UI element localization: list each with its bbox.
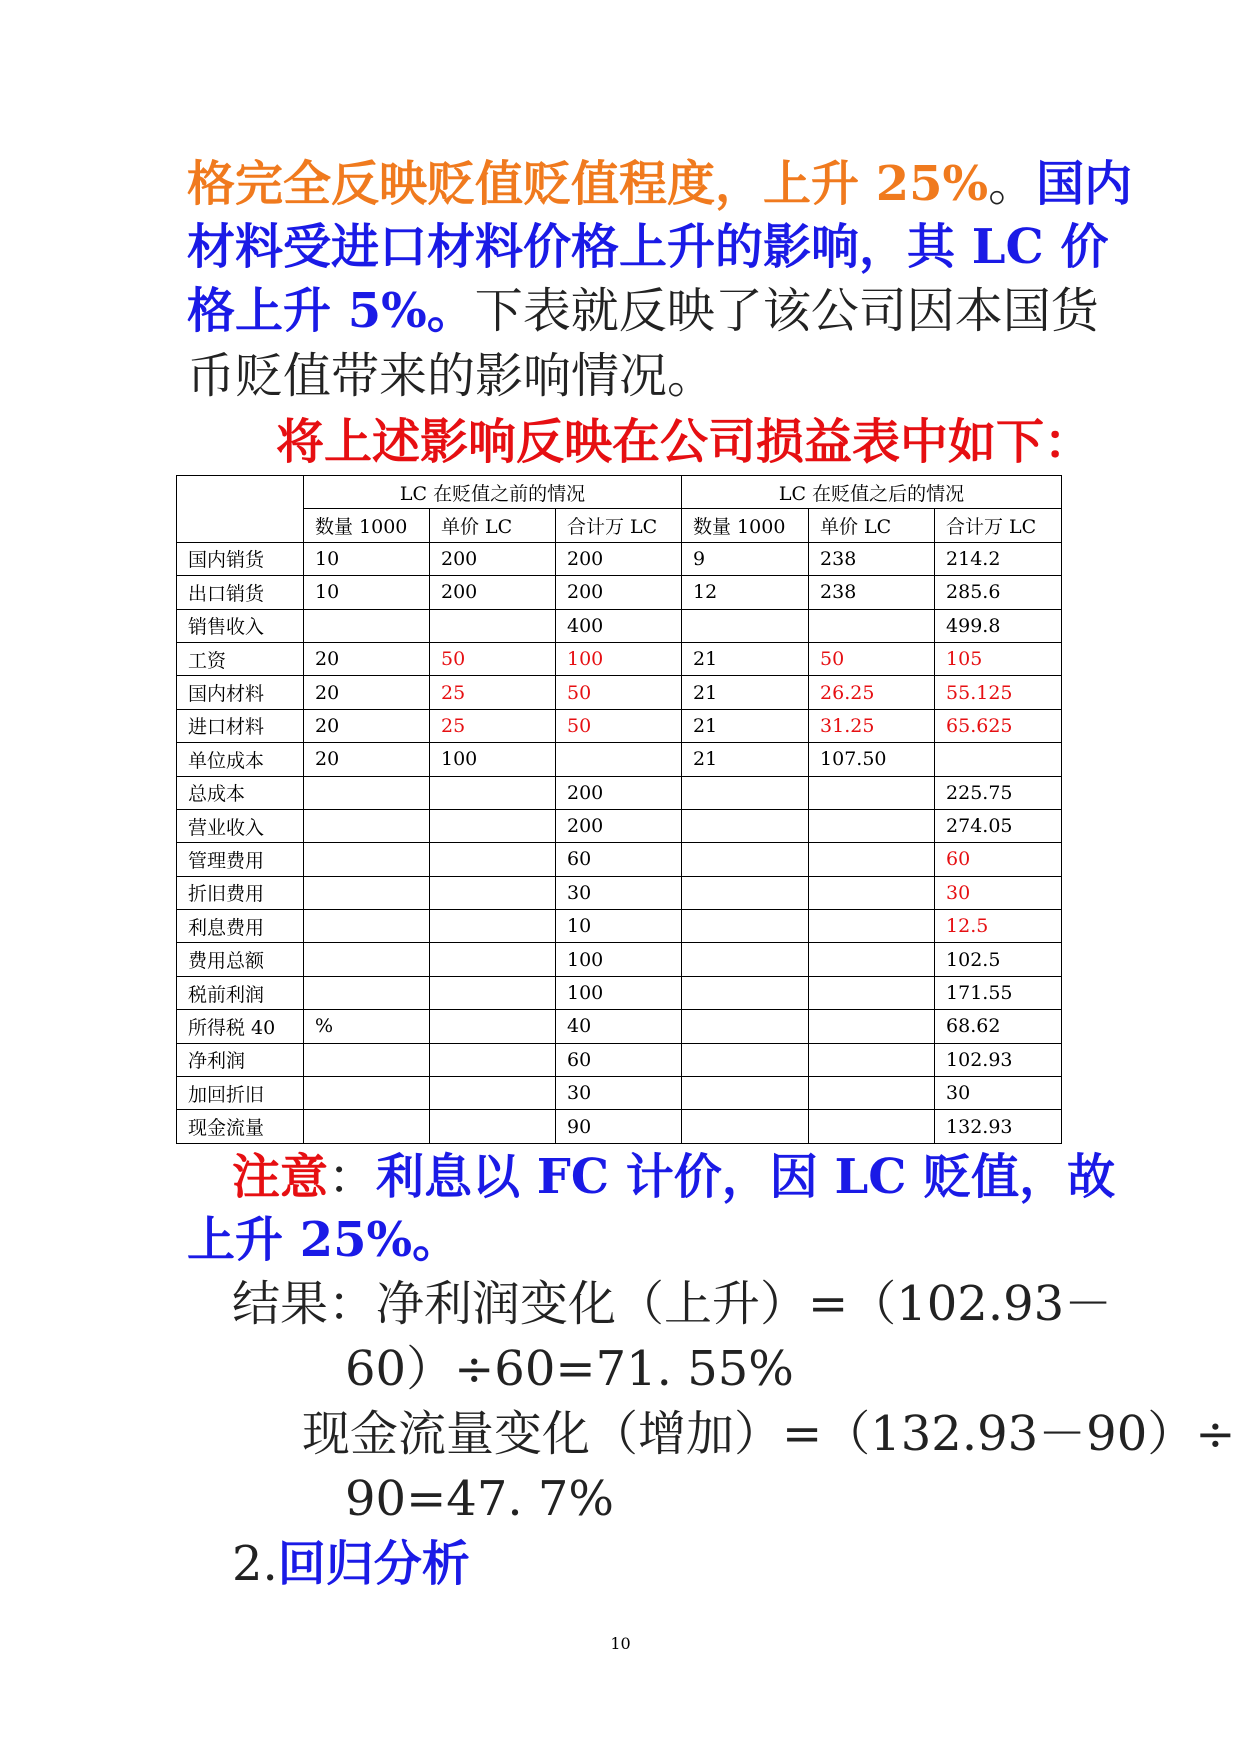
table-cell: 90 (556, 1110, 682, 1143)
table-cell (304, 1077, 430, 1110)
table-cell: 50 (430, 642, 556, 675)
note-line-2: 上升 25%。 (187, 1212, 461, 1268)
table-cell (556, 743, 682, 776)
result-net-profit: 结果：净利润变化（上升）=（102.93－ (232, 1276, 1113, 1332)
intro-line-1: 格完全反映贬值贬值程度，上升 25%。国内 (187, 156, 1133, 212)
table-cell (430, 809, 556, 842)
table-row (177, 876, 1062, 909)
table-cell: 102.93 (935, 1043, 1062, 1076)
table-cell (430, 1077, 556, 1110)
table-cell: 200 (556, 776, 682, 809)
table-cell (304, 809, 430, 842)
table-cell: 10 (304, 542, 430, 575)
table-cell (809, 1010, 935, 1043)
table-row (177, 1010, 1062, 1043)
row-label-cell: 税前利润 (177, 976, 304, 1009)
row-label-cell: 利息费用 (177, 910, 304, 943)
row-label-cell: 加回折旧 (177, 1077, 304, 1110)
table-cell: 200 (556, 542, 682, 575)
row-label-cell: 净利润 (177, 1043, 304, 1076)
table-cell: 400 (556, 609, 682, 642)
table-cell (682, 910, 809, 943)
result-cash-flow: 现金流量变化（增加）=（132.93－90）÷ (302, 1406, 1236, 1462)
table-row (177, 809, 1062, 842)
table-cell (682, 1010, 809, 1043)
table-cell: 20 (304, 676, 430, 709)
table-cell: 102.5 (935, 943, 1062, 976)
table-cell: 25 (430, 676, 556, 709)
table-cell: 25 (430, 709, 556, 742)
table-cell: 68.62 (935, 1010, 1062, 1043)
table-cell: 100 (430, 743, 556, 776)
section-heading (232, 1536, 470, 1592)
table-cell: 12 (682, 576, 809, 609)
table-cell: 100 (556, 642, 682, 675)
row-label-cell: 总成本 (177, 776, 304, 809)
table-row (177, 576, 1062, 609)
table-cell: 20 (304, 642, 430, 675)
table-cell: 200 (430, 576, 556, 609)
column-header: 数量 1000 (304, 509, 430, 542)
table-cell: 65.625 (935, 709, 1062, 742)
table-row (177, 743, 1062, 776)
intro-line-3: 格上升 5%。下表就反映了该公司因本国货 (187, 283, 1099, 339)
table-cell: 238 (809, 576, 935, 609)
group-header-before: LC 在贬值之前的情况 (304, 476, 682, 509)
table-row (177, 943, 1062, 976)
table-cell (682, 1077, 809, 1110)
table-subheader-row (177, 509, 1062, 542)
table-cell: 10 (304, 576, 430, 609)
table-cell (682, 976, 809, 1009)
table-row (177, 542, 1062, 575)
table-cell (682, 943, 809, 976)
table-cell (304, 876, 430, 909)
intro-line-4: 币贬值带来的影响情况。 (187, 348, 716, 404)
table-cell: 10 (556, 910, 682, 943)
table-row (177, 642, 1062, 675)
row-label-cell: 工资 (177, 642, 304, 675)
table-cell: 200 (556, 576, 682, 609)
table-cell: 105 (935, 642, 1062, 675)
table-row (177, 910, 1062, 943)
note-label: 注意 (232, 1149, 329, 1205)
table-cell (304, 910, 430, 943)
column-header: 单价 LC (430, 509, 556, 542)
table-cell (304, 843, 430, 876)
table-cell: 60 (556, 1043, 682, 1076)
table-cell: 107.50 (809, 743, 935, 776)
table-cell: 21 (682, 709, 809, 742)
table-cell: 285.6 (935, 576, 1062, 609)
group-header-after: LC 在贬值之后的情况 (682, 476, 1062, 509)
table-cell: 50 (809, 642, 935, 675)
intro-line-2: 材料受进口材料价格上升的影响，其 LC 价 (187, 219, 1109, 275)
table-cell: 20 (304, 709, 430, 742)
table-cell (809, 1043, 935, 1076)
row-label-cell: 费用总额 (177, 943, 304, 976)
table-cell (682, 776, 809, 809)
table-row (177, 1110, 1062, 1143)
table-body (177, 542, 1062, 1143)
table-cell: 171.55 (935, 976, 1062, 1009)
row-label-cell: 销售收入 (177, 609, 304, 642)
table-cell: 132.93 (935, 1110, 1062, 1143)
row-label-cell: 营业收入 (177, 809, 304, 842)
table-cell (809, 809, 935, 842)
table-cell: 30 (556, 876, 682, 909)
column-header: 合计万 LC (935, 509, 1062, 542)
row-label-cell: 所得税 40 (177, 1010, 304, 1043)
table-cell: 40 (556, 1010, 682, 1043)
table-cell (430, 876, 556, 909)
table-cell: 238 (809, 542, 935, 575)
table-cell (682, 809, 809, 842)
table-cell: 26.25 (809, 676, 935, 709)
table-cell (430, 776, 556, 809)
table-cell (809, 910, 935, 943)
table-cell (430, 1010, 556, 1043)
table-row (177, 1043, 1062, 1076)
table-cell: 9 (682, 542, 809, 575)
intro-highlight-orange: 格完全反映贬值贬值程度，上升 25% (187, 156, 989, 212)
table-cell: 21 (682, 676, 809, 709)
table-cell: 225.75 (935, 776, 1062, 809)
table-cell (304, 1043, 430, 1076)
table-cell (304, 776, 430, 809)
table-cell (430, 943, 556, 976)
table-cell: 100 (556, 943, 682, 976)
column-header: 合计万 LC (556, 509, 682, 542)
result-cash-flow-cont: 90=47. 7% (345, 1471, 615, 1527)
table-cell: % (304, 1010, 430, 1043)
table-cell (809, 943, 935, 976)
column-header: 数量 1000 (682, 509, 809, 542)
table-cell: 55.125 (935, 676, 1062, 709)
table-cell: 12.5 (935, 910, 1062, 943)
table-cell (809, 1077, 935, 1110)
table-cell: 60 (935, 843, 1062, 876)
table-cell (809, 876, 935, 909)
row-label-cell: 单位成本 (177, 743, 304, 776)
table-cell (809, 776, 935, 809)
table-cell (430, 976, 556, 1009)
table-cell (682, 1043, 809, 1076)
table-row (177, 676, 1062, 709)
table-cell: 274.05 (935, 809, 1062, 842)
table-cell (304, 976, 430, 1009)
table-cell: 50 (556, 709, 682, 742)
note-line-1: 注意：利息以 FC 计价，因 LC 贬值，故 (232, 1149, 1116, 1205)
table-row (177, 843, 1062, 876)
table-cell: 30 (935, 1077, 1062, 1110)
table-corner-cell (177, 476, 304, 543)
row-label-cell: 出口销货 (177, 576, 304, 609)
table-row (177, 709, 1062, 742)
table-cell (430, 1043, 556, 1076)
row-label-cell: 国内材料 (177, 676, 304, 709)
table-cell (304, 609, 430, 642)
table-group-header-row (177, 476, 1062, 509)
table-cell (682, 609, 809, 642)
table-cell (682, 1110, 809, 1143)
table-row (177, 976, 1062, 1009)
table-cell (682, 843, 809, 876)
table-cell: 100 (556, 976, 682, 1009)
table-cell: 200 (430, 542, 556, 575)
row-label-cell: 管理费用 (177, 843, 304, 876)
income-statement-table (176, 475, 1062, 1144)
table-cell (935, 743, 1062, 776)
table-cell: 499.8 (935, 609, 1062, 642)
table-row (177, 776, 1062, 809)
table-cell: 200 (556, 809, 682, 842)
table-cell (430, 910, 556, 943)
row-label-cell: 国内销货 (177, 542, 304, 575)
row-label-cell: 进口材料 (177, 709, 304, 742)
table-cell (809, 1110, 935, 1143)
table-cell: 31.25 (809, 709, 935, 742)
table-cell (809, 976, 935, 1009)
table-cell: 60 (556, 843, 682, 876)
section-number: 2. (232, 1536, 278, 1592)
table-cell (682, 876, 809, 909)
table-row (177, 609, 1062, 642)
table-row (177, 1077, 1062, 1110)
column-header: 单价 LC (809, 509, 935, 542)
table-cell (809, 609, 935, 642)
table-cell (304, 943, 430, 976)
table-cell: 214.2 (935, 542, 1062, 575)
section-title: 回归分析 (277, 1536, 470, 1592)
table-cell: 30 (935, 876, 1062, 909)
intro-highlight-blue: 国内 (1036, 156, 1133, 212)
table-cell: 20 (304, 743, 430, 776)
table-heading: 将上述影响反映在公司损益表中如下： (276, 414, 1093, 470)
table-cell: 21 (682, 743, 809, 776)
row-label-cell: 折旧费用 (177, 876, 304, 909)
table-cell (430, 843, 556, 876)
table-cell (304, 1110, 430, 1143)
table-cell: 50 (556, 676, 682, 709)
table-cell: 21 (682, 642, 809, 675)
page-number: 10 (610, 1634, 631, 1653)
table-cell (430, 609, 556, 642)
table-cell (809, 843, 935, 876)
row-label-cell: 现金流量 (177, 1110, 304, 1143)
table-cell: 30 (556, 1077, 682, 1110)
table-cell (430, 1110, 556, 1143)
result-net-profit-cont: 60）÷60=71. 55% (345, 1341, 794, 1397)
